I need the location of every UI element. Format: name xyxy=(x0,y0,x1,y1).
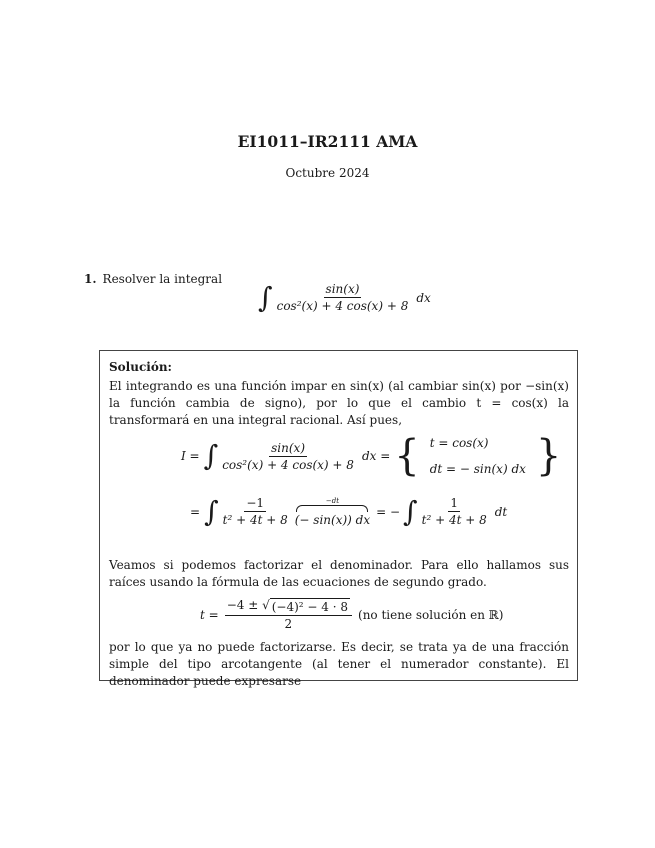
eq2-fraction-2 xyxy=(420,496,489,527)
problem-numerator: sin(x) xyxy=(325,282,360,296)
eq2-lhs: = xyxy=(190,504,201,519)
problem-fraction xyxy=(275,282,411,313)
problem-text: Resolver la integral xyxy=(102,272,223,286)
equation-2 xyxy=(190,496,507,527)
eq3-note: (no tiene solución en ℝ) xyxy=(358,607,504,622)
overbrace-group xyxy=(295,497,370,527)
cases-list xyxy=(430,436,526,476)
eq2-numerator-2: 1 xyxy=(450,496,458,510)
eq1-fraction xyxy=(220,441,356,472)
eq2-differential: dt xyxy=(494,504,508,519)
eq2-fraction-1 xyxy=(221,496,290,527)
case-t: t = cos(x) xyxy=(429,436,489,450)
eq3-denominator: 2 xyxy=(284,617,293,631)
eq3-fraction xyxy=(225,598,352,631)
eq3-numerator-prefix: −4 ± xyxy=(226,598,259,612)
problem-denominator: cos²(x) + 4 cos(x) + 8 xyxy=(276,299,409,313)
radical-sign: √ xyxy=(262,598,270,612)
solution-paragraph-3: por lo que ya no puede factorizarse. Es decir, se trata ya de una fracción simple del tipo arcotangente (al tener el numerador constante). El denominador puede expresarse xyxy=(109,640,569,688)
equation-1 xyxy=(181,431,562,481)
problem-integral xyxy=(258,282,431,313)
solution-paragraph-1: El integrando es una función impar en sin(x) (al cambiar sin(x) por −sin(x) la función cambia de signo), por lo que el cambio t = cos(x) la transformará en una integral racional. Así pues, xyxy=(109,379,569,427)
eq2-denominator-1: t² + 4t + 8 xyxy=(222,513,288,527)
eq1-numerator: sin(x) xyxy=(271,440,305,455)
solution-heading: Solución: xyxy=(109,360,172,374)
problem-number: 1. xyxy=(84,272,97,286)
right-brace: } xyxy=(535,431,562,481)
substitution-cases xyxy=(394,431,562,481)
problem-differential: dx xyxy=(416,290,431,305)
integral-sign: ∫ xyxy=(204,494,219,528)
eq3-numerator xyxy=(225,598,352,616)
overbrace-label: −dt xyxy=(325,496,340,505)
square-root xyxy=(262,598,350,614)
eq2-numerator-1: −1 xyxy=(246,496,265,510)
eq1-lhs: I = xyxy=(181,449,200,463)
eq2-denominator-2: t² + 4t + 8 xyxy=(421,513,487,527)
left-brace: { xyxy=(394,431,420,481)
document-date: Octubre 2024 xyxy=(285,166,370,180)
eq1-denominator: cos²(x) + 4 cos(x) + 8 xyxy=(222,457,354,472)
overbrace-line xyxy=(296,505,368,512)
integral-sign: ∫ xyxy=(203,439,219,472)
braced-expression: (− sin(x)) dx xyxy=(294,512,371,527)
problem-statement xyxy=(84,272,222,286)
radicand: (−4)² − 4 · 8 xyxy=(271,600,349,614)
case-dt: dt = − sin(x) dx xyxy=(429,462,526,476)
document-title: EI1011–IR2111 AMA xyxy=(237,132,418,151)
integral-sign: ∫ xyxy=(258,280,273,314)
eq3-lhs: t = xyxy=(200,607,219,622)
eq2-middle: = − xyxy=(376,504,401,519)
solution-paragraph-2: Veamos si podemos factorizar el denominador. Para ello hallamos sus raíces usando la fórmula de las ecuaciones de segundo grado. xyxy=(109,558,569,589)
equation-3 xyxy=(200,598,503,631)
integral-sign: ∫ xyxy=(403,494,418,528)
eq1-differential: dx = xyxy=(361,449,391,463)
